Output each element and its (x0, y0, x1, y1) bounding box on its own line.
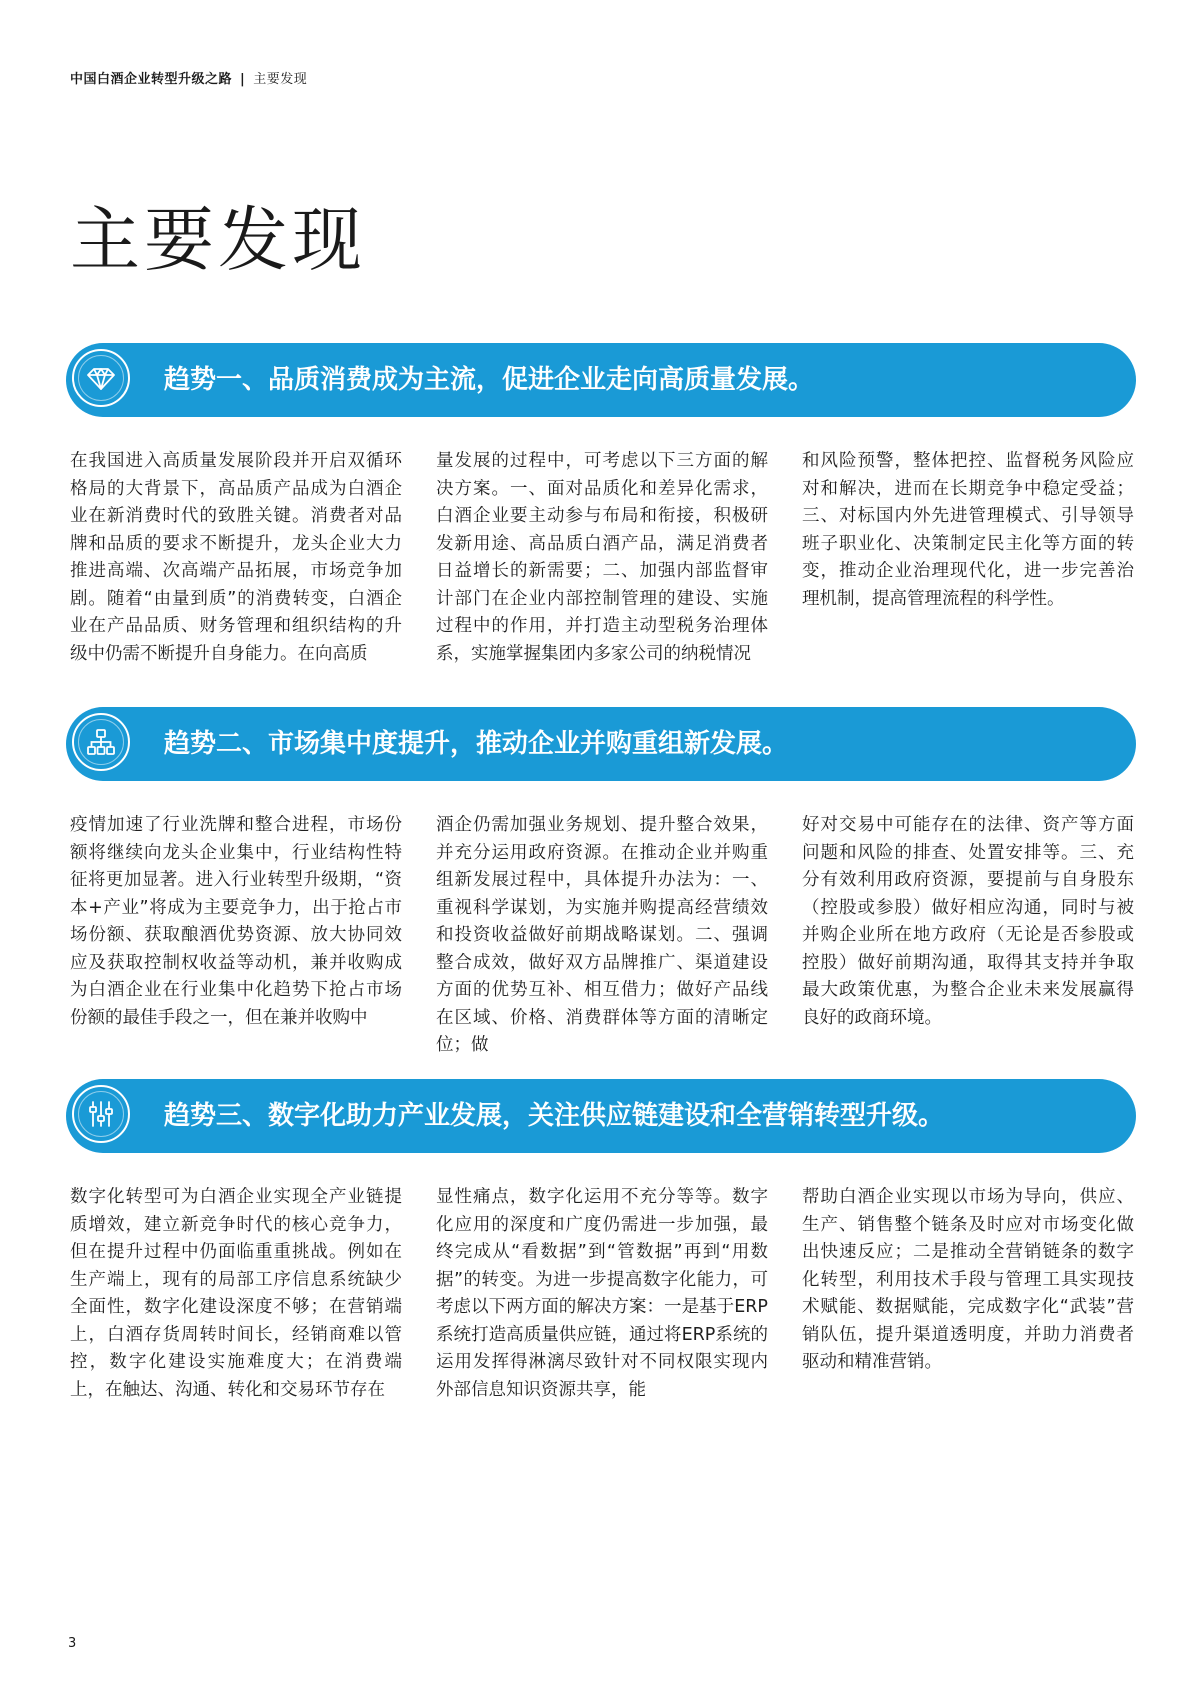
trend-1-column-2: 量发展的过程中，可考虑以下三方面的解决方案。一、面对品质化和差异化需求，白酒企业要主动参与布局和衔接，积极研发新用途、高品质白酒产品，满足消费者日益增长的新需要；二、加强内部监督审计部门在企业内部控制管理的建设、实施过程中的作用，并打造主动型税务治理体系，实施掌握集团内多家公司的纳税情况 (436, 451, 768, 664)
trend-1-column-1: 在我国进入高质量发展阶段并开启双循环格局的大背景下，高品质产品成为白酒企业在新消费时代的致胜关键。消费者对品牌和品质的要求不断提升，龙头企业大力推进高端、次高端产品拓展，市场竞争加剧。随着“由量到质”的消费转变，白酒企业在产品品质、财务管理和组织结构的升级中仍需不断提升自身能力。在向高质 (70, 451, 402, 664)
trend-3-body (70, 1184, 1134, 1404)
trend-3-column-3: 帮助白酒企业实现以市场为导向，供应、生产、销售整个链条及时应对市场变化做出快速反应；二是推动全营销链条的数字化转型，利用技术手段与管理工具实现技术赋能、数据赋能，完成数字化“武装”营销队伍，提升渠道透明度，并助力消费者驱动和精准营销。 (802, 1187, 1134, 1372)
header-doc-title: 中国白酒企业转型升级之路 (70, 72, 233, 87)
trend-3-column-2: 显性痛点，数字化运用不充分等等。数字化应用的深度和广度仍需进一步加强，最终完成从“看数据”到“管数据”再到“用数据”的转变。为进一步提高数字化能力，可考虑以下两方面的解决方案：一是基于ERP系统打造高质量供应链，通过将ERP系统的运用发挥得淋漓尽致针对不同权限实现内外部信息知识资源共享，能 (436, 1187, 768, 1400)
trend-3-title: 趋势三、数字化助力产业发展，关注供应链建设和全营销转型升级。 (164, 1101, 945, 1131)
trend-2-banner (66, 707, 1136, 781)
org-chart-icon (72, 713, 130, 771)
trend-1-column-3: 和风险预警，整体把控、监督税务风险应对和解决，进而在长期竞争中稳定受益；三、对标国内外先进管理模式、引导领导班子职业化、决策制定民主化等方面的转变，推动企业治理现代化，进一步完善治理机制，提高管理流程的科学性。 (802, 451, 1134, 609)
diamond-icon (72, 349, 130, 407)
trend-3-column-1: 数字化转型可为白酒企业实现全产业链提质增效，建立新竞争时代的核心竞争力，但在提升过程中仍面临重重挑战。例如在生产端上，现有的局部工序信息系统缺少全面性，数字化建设深度不够；在营销端上，白酒存货周转时间长，经销商难以管控，数字化建设实施难度大；在消费端上，在触达、沟通、转化和交易环节存在 (70, 1187, 402, 1400)
trend-1-title: 趋势一、品质消费成为主流，促进企业走向高质量发展。 (164, 365, 815, 395)
page-title: 主要发现 (70, 199, 366, 281)
trend-1-banner (66, 343, 1136, 417)
trend-2-column-1: 疫情加速了行业洗牌和整合进程，市场份额将继续向龙头企业集中，行业结构性特征将更加显著。进入行业转型升级期，“资本+产业”将成为主要竞争力，出于抢占市场份额、获取酿酒优势资源、放大协同效应及获取控制权收益等动机，兼并收购成为白酒企业在行业集中化趋势下抢占市场份额的最佳手段之一，但在兼并收购中 (70, 815, 402, 1028)
trend-2-column-2: 酒企仍需加强业务规划、提升整合效果，并充分运用政府资源。在推动企业并购重组新发展过程中，具体提升办法为：一、重视科学谋划，为实施并购提高经营绩效和投资收益做好前期战略谋划。二、强调整合成效，做好双方品牌推广、渠道建设方面的优势互补、相互借力；做好产品线在区域、价格、消费群体等方面的清晰定位；做 (436, 815, 768, 1055)
header-section: 主要发现 (253, 72, 308, 87)
trend-1-body (70, 448, 1134, 668)
trend-2-title: 趋势二、市场集中度提升，推动企业并购重组新发展。 (164, 729, 789, 759)
sliders-icon (72, 1085, 130, 1143)
trend-2-body (70, 812, 1134, 1060)
trend-2-column-3: 好对交易中可能存在的法律、资产等方面问题和风险的排查、处置安排等。三、充分有效利用政府资源，要提前与自身股东（控股或参股）做好相应沟通，同时与被并购企业所在地方政府（无论是否参股或控股）做好前期沟通，取得其支持并争取最大政策优惠，为整合企业未来发展赢得良好的政商环境。 (802, 815, 1134, 1028)
header-separator: | (240, 72, 246, 87)
page-number: 3 (68, 1636, 77, 1651)
running-header (70, 68, 307, 87)
trend-3-banner (66, 1079, 1136, 1153)
